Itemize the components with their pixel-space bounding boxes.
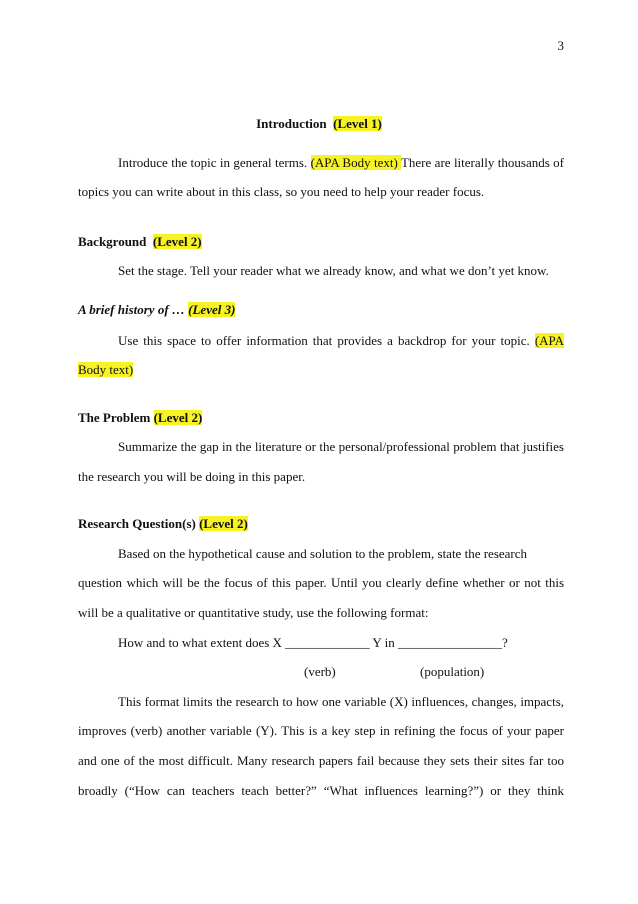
research-format: How and to what extent does X _____________ Y in ________________? (118, 635, 508, 650)
research-p2-line-3: and one of the most difficult. Many research papers fail because they sets their sites far too (78, 753, 564, 768)
history-level-tag: (Level 3) (188, 302, 236, 317)
background-text: Set the stage. Tell your reader what we already know, and what we don’t yet know. (118, 263, 549, 278)
problem-heading (78, 410, 564, 426)
history-heading-text: A brief history of … (78, 302, 185, 317)
history-heading (78, 302, 564, 318)
intro-line-1 (118, 155, 564, 171)
intro-line-2: topics you can write about in this class, so you need to help your reader focus. (78, 184, 485, 199)
verb-label: (verb) (304, 664, 336, 679)
history-line-1 (118, 333, 564, 349)
background-heading-text: Background (78, 234, 147, 249)
problem-line-2: the research you will be doing in this paper. (78, 469, 306, 484)
page-number: 3 (557, 38, 564, 53)
apa-body-text-tag: (APA Body text) (310, 155, 401, 170)
problem-level-tag: (Level 2) (153, 410, 203, 425)
introduction-heading-text: Introduction (256, 116, 327, 131)
research-p2-line-4: broadly (“How can teachers teach better?” “What influences learning?”) or they think (78, 783, 564, 798)
history-line-2 (78, 362, 564, 378)
research-p2-line-1: This format limits the research to how one variable (X) influences, changes, impacts, (118, 694, 564, 709)
research-heading (78, 516, 564, 532)
research-p2-line-2: improves (verb) another variable (Y). This is a key step in refining the focus of your paper (78, 723, 564, 738)
introduction-heading (0, 116, 638, 132)
research-line-1: Based on the hypothetical cause and solution to the problem, state the research (118, 546, 528, 561)
research-line-3: will be a qualitative or quantitative study, use the following format: (78, 605, 429, 620)
background-level-tag: (Level 2) (152, 234, 202, 249)
research-level-tag: (Level 2) (199, 516, 248, 531)
background-heading (78, 234, 564, 250)
problem-line-1: Summarize the gap in the literature or the personal/professional problem that justifies (118, 439, 564, 454)
intro-line-1-end: There are literally thousands of (400, 155, 565, 170)
population-label: (population) (420, 664, 485, 679)
research-line-2: question which will be the focus of this paper. Until you clearly define whether or not this (78, 575, 564, 590)
research-heading-text: Research Question(s) (78, 516, 196, 531)
problem-heading-text: The Problem (78, 410, 151, 425)
intro-line-1-start: Introduce the topic in general terms. (118, 155, 311, 170)
level-1-tag: (Level 1) (333, 116, 382, 131)
history-apa-tag-start: (APA (534, 333, 564, 348)
history-line-1-text: Use this space to offer information that provides a backdrop for your topic. (118, 333, 535, 348)
history-apa-tag-end: Body text) (78, 362, 134, 377)
